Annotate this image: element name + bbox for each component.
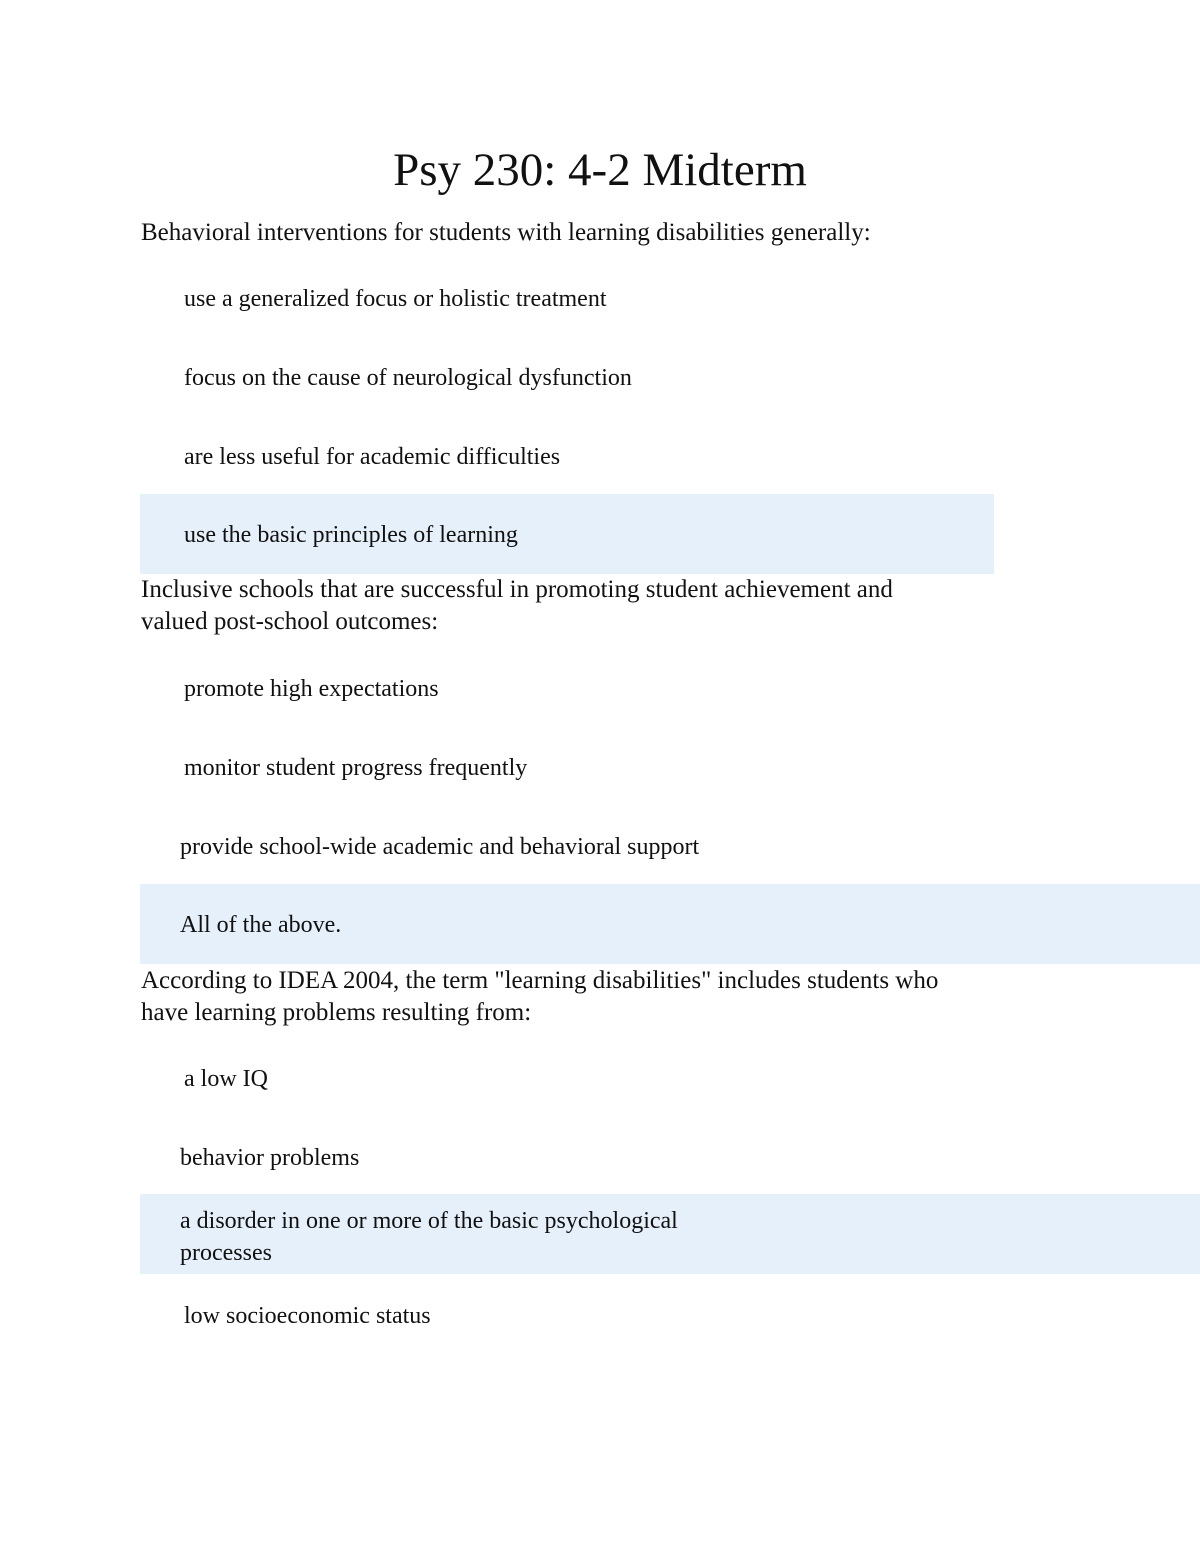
question-2-option-b: monitor student progress frequently	[184, 755, 528, 781]
question-3-option-c-line-2: processes	[180, 1240, 272, 1266]
question-1-option-c: are less useful for academic difficulties	[184, 444, 561, 470]
question-2-prompt-line-1: Inclusive schools that are successful in promoting student achievement and	[141, 576, 893, 603]
question-2-option-c: provide school-wide academic and behavioral support	[180, 834, 700, 860]
question-1-prompt: Behavioral interventions for students with learning disabilities generally:	[141, 219, 871, 246]
question-2-prompt-line-2: valued post-school outcomes:	[141, 608, 439, 635]
question-3-prompt-line-2: have learning problems resulting from:	[141, 999, 532, 1026]
question-3-option-a: a low IQ	[184, 1066, 268, 1092]
question-3-option-c-line-1: a disorder in one or more of the basic psychological	[180, 1208, 678, 1234]
question-1-option-b: focus on the cause of neurological dysfunction	[184, 365, 632, 391]
page-title: Psy 230: 4-2 Midterm	[393, 144, 807, 196]
question-3-option-b: behavior problems	[180, 1145, 360, 1171]
question-2-option-a: promote high expectations	[184, 676, 439, 702]
question-1-option-a: use a generalized focus or holistic treatment	[184, 286, 607, 312]
question-3-prompt-line-1: According to IDEA 2004, the term "learning disabilities" includes students who	[141, 967, 939, 994]
question-3-option-d: low socioeconomic status	[184, 1303, 431, 1329]
question-1-option-d: use the basic principles of learning	[184, 522, 518, 548]
question-2-option-d: All of the above.	[180, 912, 342, 938]
